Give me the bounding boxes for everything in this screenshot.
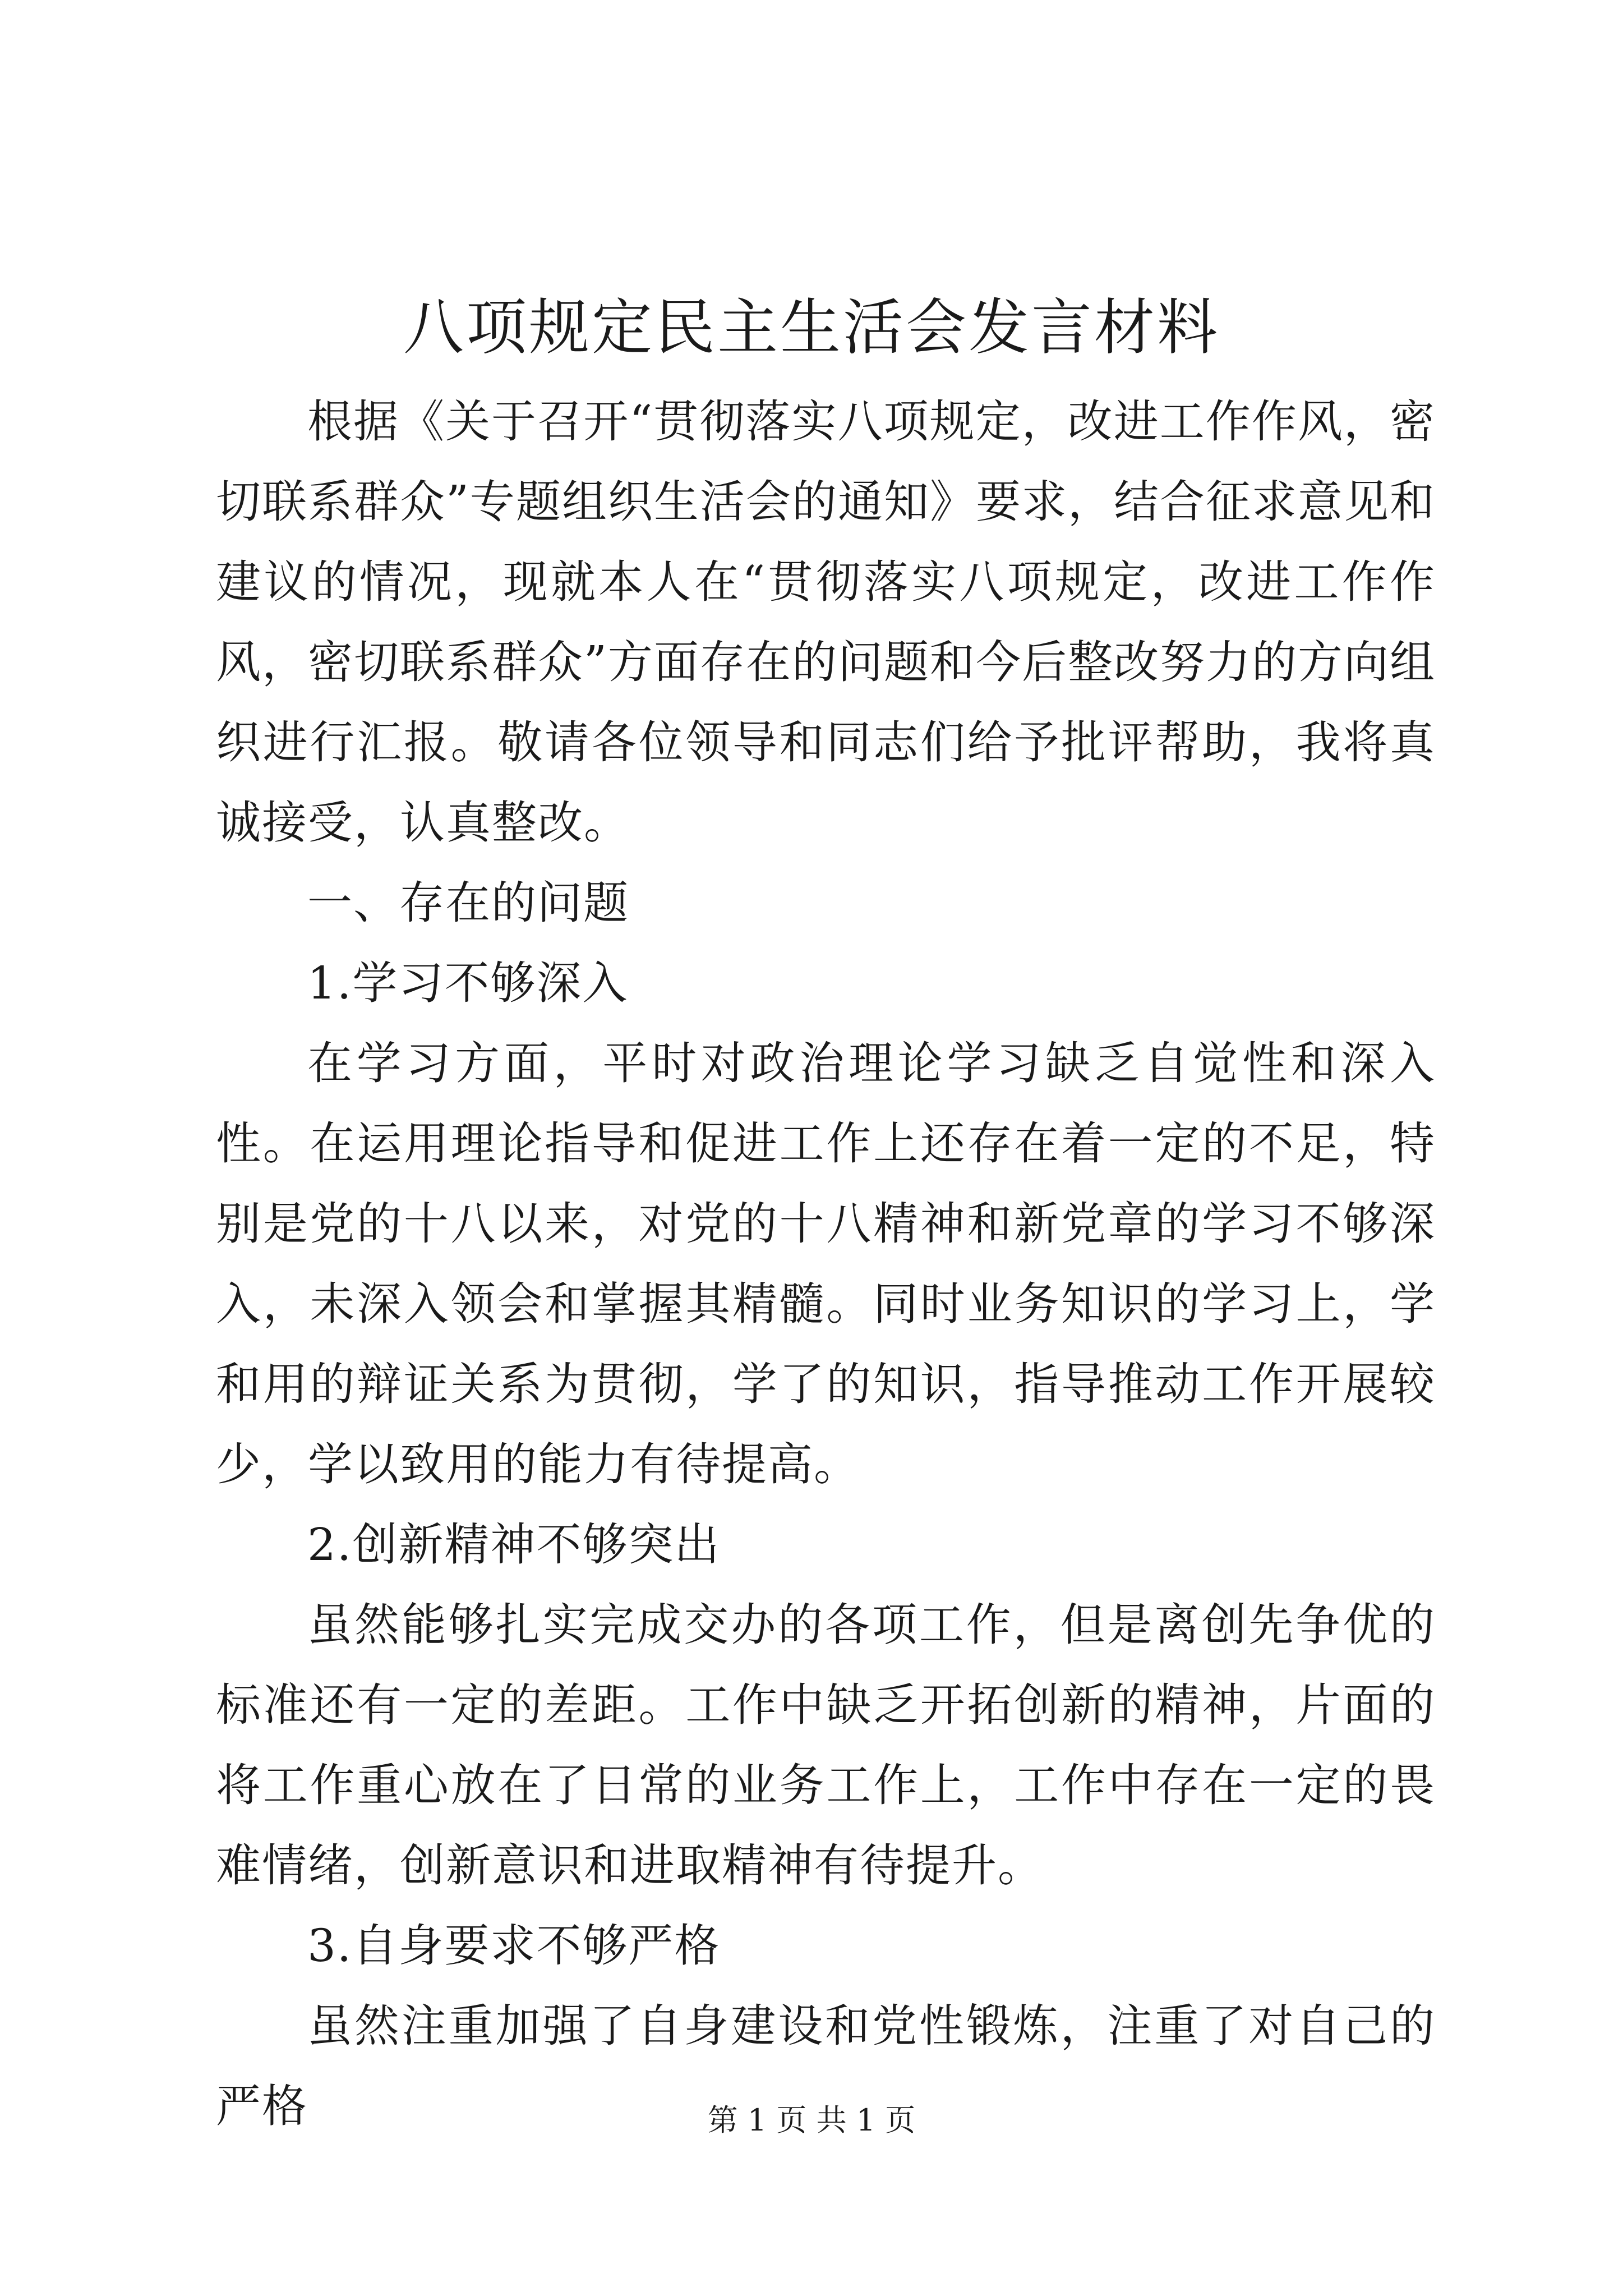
body-paragraph-3: 虽然注重加强了自身建设和党性锻炼，注重了对自己的严格	[216, 2000, 1436, 2132]
subheading-3: 3.自身要求不够严格	[307, 1920, 721, 1972]
document-title: 八项规定民主生活会发言材料	[403, 293, 1220, 363]
document-body	[216, 381, 1436, 2146]
intro-paragraph: 根据《关于召开“贯彻落实八项规定，改进工作作风，密切联系群众”专题组织生活会的通知》要求，结合征求意见和建议的情况，现就本人在“贯彻落实八项规定，改进工作作风，密切联系群众”方面存在的问题和今后整改努力的方向组织进行汇报。敬请各位领导和同志们给予批评帮助，我将真诚接受，认真整改。	[216, 395, 1436, 849]
body-paragraph-2: 虽然能够扎实完成交办的各项工作，但是离创先争优的标准还有一定的差距。工作中缺乏开拓创新的精神，片面的将工作重心放在了日常的业务工作上，工作中存在一定的畏难情绪，创新意识和进取精神有待提升。	[216, 1599, 1436, 1892]
page-footer: 第 1 页 共 1 页	[707, 2102, 916, 2138]
body-paragraph-1: 在学习方面，平时对政治理论学习缺乏自觉性和深入性。在运用理论指导和促进工作上还存在着一定的不足，特别是党的十八以来，对党的十八精神和新党章的学习不够深入，未深入领会和掌握其精髓。同时业务知识的学习上，学和用的辩证关系为贯彻，学了的知识，指导推动工作开展较少，学以致用的能力有待提高。	[216, 1037, 1436, 1490]
section-heading: 一、存在的问题	[307, 877, 629, 929]
subheading-2: 2.创新精神不够突出	[307, 1519, 721, 1571]
subheading-1: 1.学习不够深入	[307, 957, 629, 1009]
